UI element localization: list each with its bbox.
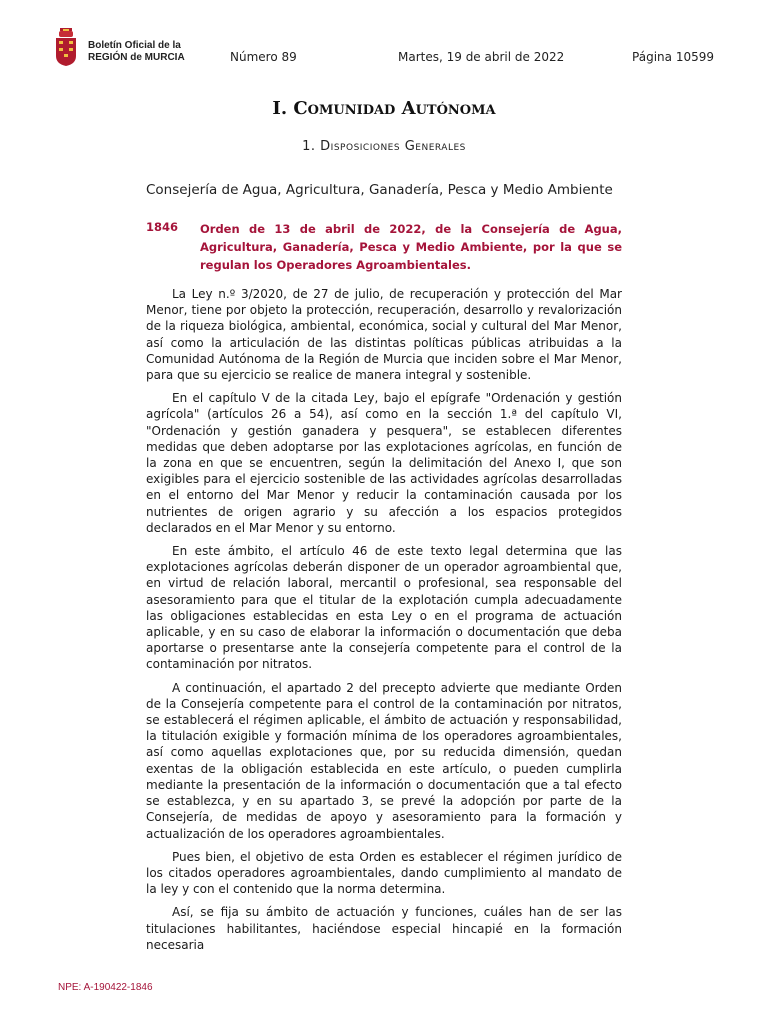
- department-name: Consejería de Agua, Agricultura, Ganadería, Pesca y Medio Ambiente: [146, 182, 613, 198]
- page-header: [54, 28, 714, 68]
- issue-number: Número 89: [230, 50, 297, 64]
- section-title: I. Comunidad Autónoma: [272, 98, 496, 119]
- logo-line-1: Boletín Oficial de la: [88, 40, 181, 51]
- paragraph: En el capítulo V de la citada Ley, bajo el epígrafe "Ordenación y gestión agrícola" (artículos 26 a 54), así como en la sección 1.ª del capítulo VI, "Ordenación y gestión ganadera y pesquera", se establecen diferentes medidas que deben adoptarse por las explotaciones agrícolas, en función de la zona en que se encuentren, según la delimitación del Anexo I, que son exigibles para el ejercicio sostenible de las actividades agrícolas desarrolladas en el entorno del Mar Menor y reducir la contaminación causada por los nutrientes de origen agrario y su afección a los espacios protegidos declarados en el Mar Menor y su entorno.: [146, 391, 622, 535]
- subsection-title: 1. Disposiciones Generales: [302, 139, 466, 154]
- issue-date: Martes, 19 de abril de 2022: [398, 50, 565, 64]
- paragraph: A continuación, el apartado 2 del precepto advierte que mediante Orden de la Consejería competente para el control de la contaminación por nitratos, se establecerá el régimen aplicable, el ámbito de actuación y responsabilidad, la titulación exigible y formación mínima de los operadores agroambientales, así como aquellas explotaciones que, por su reducida dimensión, quedan exentas de la obligación establecida en este artículo, o pueden cumplirla mediante la presentación de la información o documentación que a tal efecto se establezca, y en su apartado 3, se prevé la adopción por parte de la Consejería, de medidas de apoyo y asesoramiento para la formación y actualización de los operadores agroambientales.: [146, 680, 622, 841]
- paragraph: En este ámbito, el artículo 46 de este texto legal determina que las explotaciones agrícolas deberán disponer de un operador agroambiental que, en virtud de relación laboral, mercantil o profesional, sea responsable del asesoramiento para que el titular de la explotación cumpla adecuadamente las obligaciones establecidas en esta Ley o en el programa de actuación aplicable, y en su caso de elaborar la información o documentación que deba aportarse o presentarse ante la consejería competente para el control de la contaminación por nitratos.: [146, 544, 622, 672]
- bulletin-logo-text: [88, 40, 185, 64]
- document-body: [146, 286, 622, 960]
- npe-code: NPE: A-190422-1846: [58, 982, 153, 993]
- order-number: 1846: [146, 220, 179, 234]
- paragraph: Pues bien, el objetivo de esta Orden es establecer el régimen jurídico de los citados operadores agroambientales, dando cumplimiento al mandato de la ley y con el contenido que la norma determina.: [146, 849, 622, 897]
- logo-line-2: REGIÓN de MURCIA: [88, 52, 185, 63]
- paragraph: La Ley n.º 3/2020, de 27 de julio, de recuperación y protección del Mar Menor, tiene por objeto la protección, recuperación, desarrollo y revalorización de la riqueza biológica, ambiental, económica, social y cultural del Mar Menor, así como la articulación de las distintas políticas públicas atribuidas a la Comunidad Autónoma de la Región de Murcia que inciden sobre el Mar Menor, para que su ejercicio se realice de manera integral y sostenible.: [146, 287, 622, 383]
- order-title: Orden de 13 de abril de 2022, de la Consejería de Agua, Agricultura, Ganadería, Pesca y Medio Ambiente, por la que se regulan los Operadores Agroambientales.: [200, 222, 622, 272]
- murcia-crest-logo: [54, 28, 78, 66]
- paragraph: Así, se fija su ámbito de actuación y funciones, cuáles han de ser las titulaciones habilitantes, haciéndose especial hincapié en la formación necesaria: [146, 905, 622, 952]
- page-number: Página 10599: [632, 50, 714, 64]
